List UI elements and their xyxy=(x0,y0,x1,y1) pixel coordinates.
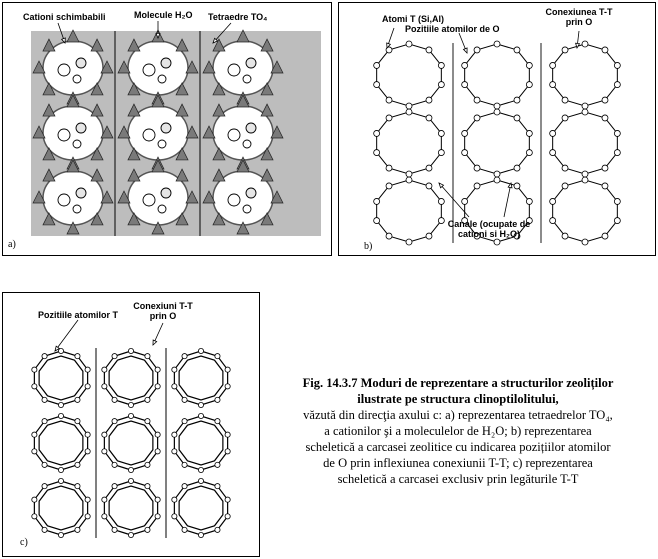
tt-ring-outer xyxy=(174,351,227,405)
t-atom-position xyxy=(32,449,37,454)
arrow-o-positions-head xyxy=(463,48,467,53)
t-atom-position xyxy=(112,397,117,402)
t-atom-position xyxy=(172,514,177,519)
tt-ring-inner xyxy=(39,356,83,400)
cation-sphere xyxy=(143,194,155,206)
o-atom-position xyxy=(438,62,444,68)
o-atom-position xyxy=(462,82,468,88)
water-molecule xyxy=(76,123,86,133)
o-atom-position xyxy=(582,103,588,109)
tt-ring-inner xyxy=(179,486,223,530)
t-atom-position xyxy=(225,432,230,437)
o-atom-position xyxy=(438,150,444,156)
o-atom-position xyxy=(602,115,608,121)
o-atom-position xyxy=(550,130,556,136)
o-atom-position xyxy=(474,47,480,53)
t-atom-position xyxy=(198,348,203,353)
t-atom-position xyxy=(102,514,107,519)
cation-sphere xyxy=(228,64,240,76)
cation-sphere xyxy=(158,140,166,148)
o-atom-position xyxy=(526,198,532,204)
t-atom-position xyxy=(145,419,150,424)
o-atom-position xyxy=(406,239,412,245)
t-atom-position xyxy=(32,367,37,372)
t-atom-position xyxy=(32,384,37,389)
cation-sphere xyxy=(58,129,70,141)
t-atom-position xyxy=(155,449,160,454)
o-atom-position xyxy=(426,47,432,53)
t-atom-position xyxy=(155,384,160,389)
o-atom-position xyxy=(494,171,500,177)
t-atom-position xyxy=(102,432,107,437)
cation-sphere xyxy=(243,75,251,83)
t-atom-position xyxy=(112,484,117,489)
o-atom-position xyxy=(582,109,588,115)
tt-ring-outer xyxy=(104,416,157,470)
t-atom-position xyxy=(42,527,47,532)
framework-ring xyxy=(553,112,618,174)
framework-ring xyxy=(553,180,618,242)
o-atom-position xyxy=(438,130,444,136)
t-atom-position xyxy=(198,478,203,483)
t-atom-position xyxy=(112,354,117,359)
t-atom-position xyxy=(225,449,230,454)
o-atom-position xyxy=(550,198,556,204)
water-molecule xyxy=(161,188,171,198)
o-atom-position xyxy=(562,47,568,53)
panel-c-letter: c) xyxy=(20,537,28,548)
tt-ring-outer xyxy=(104,351,157,405)
t-atom-position xyxy=(198,467,203,472)
o-atom-position xyxy=(602,47,608,53)
panel-a xyxy=(2,2,332,256)
o-atom-position xyxy=(514,97,520,103)
framework-ring xyxy=(465,112,530,174)
t-atom-position xyxy=(145,397,150,402)
cation-sphere xyxy=(243,205,251,213)
t-atom-position xyxy=(128,348,133,353)
o-atom-position xyxy=(562,233,568,239)
water-molecule xyxy=(76,58,86,68)
o-atom-position xyxy=(582,239,588,245)
o-atom-position xyxy=(374,82,380,88)
t-atom-position xyxy=(172,384,177,389)
o-atom-position xyxy=(462,198,468,204)
t-atom-position xyxy=(155,514,160,519)
o-atom-position xyxy=(386,183,392,189)
t-atom-position xyxy=(102,449,107,454)
tt-ring-inner xyxy=(109,421,153,465)
t-atom-position xyxy=(182,419,187,424)
o-atom-position xyxy=(462,150,468,156)
t-atom-position xyxy=(42,397,47,402)
o-atom-position xyxy=(374,130,380,136)
framework-ring xyxy=(377,112,442,174)
o-atom-position xyxy=(614,218,620,224)
tt-ring-outer xyxy=(174,481,227,535)
water-molecule xyxy=(161,58,171,68)
o-atom-position xyxy=(386,165,392,171)
panel-a-drawing xyxy=(3,3,331,255)
tt-ring-inner xyxy=(179,421,223,465)
panel-c-drawing xyxy=(3,293,259,556)
tt-ring-inner xyxy=(109,486,153,530)
o-atom-position xyxy=(602,233,608,239)
t-atom-position xyxy=(42,419,47,424)
t-atom-position xyxy=(182,354,187,359)
o-atom-position xyxy=(494,239,500,245)
t-atom-position xyxy=(58,467,63,472)
t-atom-position xyxy=(215,419,220,424)
t-atom-position xyxy=(155,432,160,437)
t-atom-position xyxy=(75,419,80,424)
t-atom-position xyxy=(155,497,160,502)
panel-b xyxy=(338,2,656,256)
label-t-positions: Pozitiile atomilor T xyxy=(38,310,119,320)
o-atom-position xyxy=(614,150,620,156)
framework-ring xyxy=(465,44,530,106)
t-atom-position xyxy=(85,384,90,389)
o-atom-position xyxy=(474,165,480,171)
t-atom-position xyxy=(58,532,63,537)
t-atom-position xyxy=(145,484,150,489)
tt-ring-outer xyxy=(174,416,227,470)
o-atom-position xyxy=(406,109,412,115)
o-atom-position xyxy=(582,41,588,47)
t-atom-position xyxy=(102,497,107,502)
o-atom-position xyxy=(514,115,520,121)
label-tt-connections-line2: prin O xyxy=(149,311,177,321)
t-atom-position xyxy=(58,413,63,418)
figure-caption xyxy=(262,375,654,487)
caption-line4: de O prin inflexiunea conexiunii T-T; c) reprezentarea xyxy=(323,456,593,470)
t-atom-position xyxy=(75,484,80,489)
label-t-atoms: Atomi T (Si,Al) xyxy=(382,14,444,24)
o-atom-position xyxy=(426,165,432,171)
o-atom-position xyxy=(474,183,480,189)
o-atom-position xyxy=(386,115,392,121)
o-atom-position xyxy=(602,165,608,171)
arrow-channel-right xyxy=(504,183,511,217)
caption-title-line2: ilustrate pe structura clinoptilolitului, xyxy=(357,392,559,406)
o-atom-position xyxy=(562,97,568,103)
o-atom-position xyxy=(562,165,568,171)
t-atom-position xyxy=(112,527,117,532)
tt-ring-outer xyxy=(34,481,87,535)
o-atom-position xyxy=(374,150,380,156)
panel-b-letter: b) xyxy=(364,241,373,252)
o-atom-position xyxy=(550,82,556,88)
o-atom-position xyxy=(602,183,608,189)
o-atom-position xyxy=(426,97,432,103)
o-atom-position xyxy=(462,130,468,136)
t-atom-position xyxy=(128,413,133,418)
cation-sphere xyxy=(58,64,70,76)
t-atom-position xyxy=(182,527,187,532)
label-water-molecules: Molecule H₂O xyxy=(134,10,193,20)
t-atom-position xyxy=(128,532,133,537)
water-molecule xyxy=(246,58,256,68)
tt-ring-outer xyxy=(34,351,87,405)
water-molecule xyxy=(161,123,171,133)
o-atom-position xyxy=(462,62,468,68)
label-channels xyxy=(429,219,549,239)
o-atom-position xyxy=(438,198,444,204)
t-atom-position xyxy=(85,497,90,502)
o-atom-position xyxy=(582,177,588,183)
t-atom-position xyxy=(225,367,230,372)
t-atom-position xyxy=(58,348,63,353)
t-atom-position xyxy=(182,462,187,467)
o-atom-position xyxy=(526,130,532,136)
o-atom-position xyxy=(614,198,620,204)
water-molecule xyxy=(246,123,256,133)
o-atom-position xyxy=(614,82,620,88)
tt-ring-inner xyxy=(179,356,223,400)
o-atom-position xyxy=(374,62,380,68)
t-atom-position xyxy=(215,354,220,359)
label-exchangeable-cations: Cationi schimbabili xyxy=(23,12,106,22)
tt-ring-inner xyxy=(39,486,83,530)
o-atom-position xyxy=(474,115,480,121)
o-atom-position xyxy=(386,233,392,239)
t-atom-position xyxy=(182,484,187,489)
o-atom-position xyxy=(562,115,568,121)
t-atom-position xyxy=(128,467,133,472)
framework-ring xyxy=(377,44,442,106)
cation-sphere xyxy=(73,205,81,213)
t-atom-position xyxy=(42,462,47,467)
t-atom-position xyxy=(128,478,133,483)
t-atom-position xyxy=(145,527,150,532)
cation-sphere xyxy=(143,129,155,141)
t-atom-position xyxy=(32,514,37,519)
t-atom-position xyxy=(42,354,47,359)
o-atom-position xyxy=(514,47,520,53)
cation-sphere xyxy=(228,129,240,141)
t-atom-position xyxy=(198,402,203,407)
arrow-t-positions xyxy=(55,320,78,351)
o-atom-position xyxy=(406,103,412,109)
t-atom-position xyxy=(225,384,230,389)
o-atom-position xyxy=(494,41,500,47)
t-atom-position xyxy=(75,354,80,359)
t-atom-position xyxy=(102,367,107,372)
panel-b-drawing xyxy=(339,3,655,255)
o-atom-position xyxy=(406,177,412,183)
o-atom-position xyxy=(582,171,588,177)
o-atom-position xyxy=(526,82,532,88)
label-channels-line2: cationi si H₂O) xyxy=(457,229,520,239)
t-atom-position xyxy=(128,402,133,407)
tt-ring-inner xyxy=(39,421,83,465)
t-atom-position xyxy=(85,367,90,372)
cation-sphere xyxy=(228,194,240,206)
o-atom-position xyxy=(438,82,444,88)
t-atom-position xyxy=(172,449,177,454)
o-atom-position xyxy=(494,109,500,115)
o-atom-position xyxy=(614,62,620,68)
t-atom-position xyxy=(32,432,37,437)
panel-c xyxy=(2,292,260,557)
t-atom-position xyxy=(145,354,150,359)
tt-ring-inner xyxy=(109,356,153,400)
panel-a-letter: a) xyxy=(8,239,16,250)
tt-ring-outer xyxy=(104,481,157,535)
t-atom-position xyxy=(172,497,177,502)
t-atom-position xyxy=(145,462,150,467)
label-tt-connection xyxy=(524,7,634,27)
caption-line5: scheletică a carcasei exclusiv prin legăturile T-T xyxy=(337,472,579,486)
t-atom-position xyxy=(215,527,220,532)
t-atom-position xyxy=(75,397,80,402)
o-atom-position xyxy=(550,62,556,68)
o-atom-position xyxy=(474,97,480,103)
cation-sphere xyxy=(73,75,81,83)
t-atom-position xyxy=(85,432,90,437)
t-atom-position xyxy=(75,527,80,532)
cation-sphere xyxy=(158,75,166,83)
t-atom-position xyxy=(75,462,80,467)
caption-line1: văzută din direcţia axului c: a) reprezentarea tetraedrelor TO₄, xyxy=(303,408,613,422)
cation-sphere xyxy=(58,194,70,206)
label-tt-connection-line2: prin O xyxy=(565,17,593,27)
t-atom-position xyxy=(112,462,117,467)
o-atom-position xyxy=(562,183,568,189)
o-atom-position xyxy=(550,218,556,224)
t-atom-position xyxy=(112,419,117,424)
caption-line3: scheletică a carcasei zeolitice cu indicarea pozițiilor atomilor xyxy=(305,440,611,454)
t-atom-position xyxy=(215,484,220,489)
caption-line2: a cationilor şi a moleculelor de H₂O; b) reprezentarea xyxy=(324,424,592,438)
o-atom-position xyxy=(526,150,532,156)
t-atom-position xyxy=(58,402,63,407)
o-atom-position xyxy=(386,97,392,103)
t-atom-position xyxy=(215,397,220,402)
tt-ring-outer xyxy=(34,416,87,470)
label-tt-connections xyxy=(123,301,203,321)
cation-sphere xyxy=(73,140,81,148)
label-tt-connections-line1: Conexiuni T-T xyxy=(133,301,193,311)
o-atom-position xyxy=(494,103,500,109)
o-atom-position xyxy=(406,41,412,47)
t-atom-position xyxy=(155,367,160,372)
t-atom-position xyxy=(225,514,230,519)
o-atom-position xyxy=(514,183,520,189)
t-atom-position xyxy=(58,478,63,483)
label-channels-line1: Canale (ocupate de xyxy=(447,219,531,229)
caption-title-line1: Fig. 14.3.7 Moduri de reprezentare a structurilor zeoliților xyxy=(302,376,614,390)
o-atom-position xyxy=(526,62,532,68)
t-atom-position xyxy=(225,497,230,502)
t-atom-position xyxy=(32,497,37,502)
o-atom-position xyxy=(374,218,380,224)
label-o-positions: Pozitiile atomilor de O xyxy=(405,24,500,34)
water-molecule xyxy=(76,188,86,198)
o-atom-position xyxy=(374,198,380,204)
framework-ring xyxy=(553,44,618,106)
o-atom-position xyxy=(494,177,500,183)
arrow-tt-connections-head xyxy=(153,340,157,345)
o-atom-position xyxy=(406,171,412,177)
t-atom-position xyxy=(85,449,90,454)
o-atom-position xyxy=(602,97,608,103)
t-atom-position xyxy=(172,432,177,437)
t-atom-position xyxy=(172,367,177,372)
label-tt-connection-line1: Conexiunea T-T xyxy=(545,7,613,17)
cation-sphere xyxy=(158,205,166,213)
t-atom-position xyxy=(42,484,47,489)
t-atom-position xyxy=(102,384,107,389)
o-atom-position xyxy=(550,150,556,156)
t-atom-position xyxy=(215,462,220,467)
label-to4-tetrahedra: Tetraedre TO₄ xyxy=(208,12,268,22)
o-atom-position xyxy=(426,183,432,189)
o-atom-position xyxy=(614,130,620,136)
t-atom-position xyxy=(182,397,187,402)
t-atom-position xyxy=(85,514,90,519)
water-molecule xyxy=(246,188,256,198)
o-atom-position xyxy=(514,165,520,171)
t-atom-position xyxy=(198,532,203,537)
cation-sphere xyxy=(243,140,251,148)
t-atom-position xyxy=(198,413,203,418)
o-atom-position xyxy=(426,115,432,121)
cation-sphere xyxy=(143,64,155,76)
